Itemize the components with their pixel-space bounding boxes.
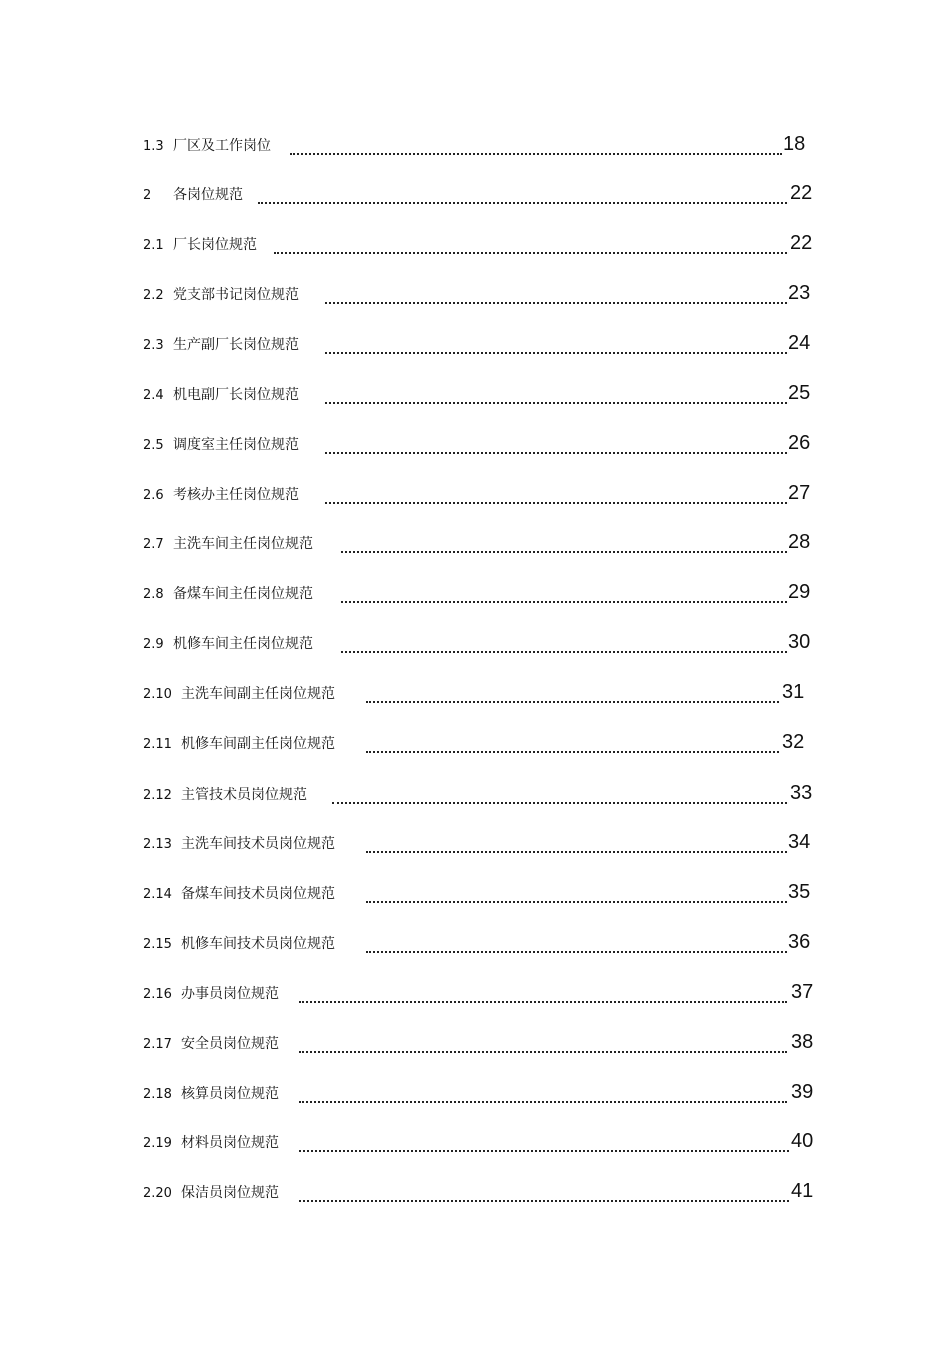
toc-entry-page-number: 37 xyxy=(791,981,814,1003)
toc-entry[interactable] xyxy=(143,881,950,905)
toc-dot-leader xyxy=(325,482,787,504)
toc-dot-leader xyxy=(258,182,787,204)
toc-entry-number: 1.3 xyxy=(143,139,164,154)
toc-entry-number: 2.15 xyxy=(143,937,172,952)
toc-dot-leader xyxy=(366,931,787,953)
toc-entry-number: 2.14 xyxy=(143,887,172,902)
toc-entry-number: 2.13 xyxy=(143,837,172,852)
toc-entry[interactable] xyxy=(143,581,950,605)
toc-entry-title: 主洗车间副主任岗位规范 xyxy=(181,686,335,702)
toc-entry-title: 厂区及工作岗位 xyxy=(173,138,271,154)
toc-entry-title: 机修车间技术员岗位规范 xyxy=(181,936,335,952)
toc-dot-leader xyxy=(366,831,787,853)
toc-entry-number: 2.3 xyxy=(143,338,164,353)
toc-dot-leader xyxy=(341,631,787,653)
toc-entry-page-number: 24 xyxy=(788,332,811,354)
toc-entry-number: 2.17 xyxy=(143,1037,172,1052)
toc-entry[interactable] xyxy=(143,1081,950,1105)
toc-entry-title: 备煤车间技术员岗位规范 xyxy=(181,886,335,902)
toc-entry[interactable] xyxy=(143,232,950,256)
toc-entry-page-number: 18 xyxy=(783,133,806,155)
toc-dot-leader xyxy=(299,981,787,1003)
toc-entry[interactable] xyxy=(143,531,950,555)
toc-entry[interactable] xyxy=(143,133,950,157)
toc-dot-leader xyxy=(325,332,787,354)
toc-entry[interactable] xyxy=(143,631,950,655)
toc-entry[interactable] xyxy=(143,782,950,806)
toc-entry-page-number: 32 xyxy=(782,731,805,753)
toc-entry-page-number: 23 xyxy=(788,282,811,304)
toc-entry-page-number: 34 xyxy=(788,831,811,853)
toc-entry[interactable] xyxy=(143,1031,950,1055)
toc-entry-title: 保洁员岗位规范 xyxy=(181,1185,279,1201)
toc-entry-page-number: 22 xyxy=(790,182,813,204)
toc-entry-title: 各岗位规范 xyxy=(173,187,243,203)
toc-entry[interactable] xyxy=(143,931,950,955)
toc-entry[interactable] xyxy=(143,182,950,206)
toc-entry-number: 2.7 xyxy=(143,537,164,552)
toc-entry-number: 2.4 xyxy=(143,388,164,403)
toc-entry-page-number: 31 xyxy=(782,681,805,703)
toc-entry-title: 党支部书记岗位规范 xyxy=(173,287,299,303)
toc-entry-title: 调度室主任岗位规范 xyxy=(173,437,299,453)
toc-entry[interactable] xyxy=(143,1180,950,1204)
toc-dot-leader xyxy=(366,731,779,753)
toc-entry-page-number: 28 xyxy=(788,531,811,553)
toc-entry-number: 2.9 xyxy=(143,637,164,652)
toc-entry-number: 2.8 xyxy=(143,587,164,602)
toc-entry-number: 2.10 xyxy=(143,687,172,702)
toc-entry[interactable] xyxy=(143,981,950,1005)
toc-dot-leader xyxy=(274,232,787,254)
toc-entry-page-number: 40 xyxy=(791,1130,814,1152)
toc-entry-page-number: 35 xyxy=(788,881,811,903)
toc-entry-title: 核算员岗位规范 xyxy=(181,1086,279,1102)
toc-entry-title: 主洗车间技术员岗位规范 xyxy=(181,836,335,852)
toc-entry-title: 主管技术员岗位规范 xyxy=(181,787,307,803)
toc-entry-number: 2.16 xyxy=(143,987,172,1002)
toc-entry-page-number: 33 xyxy=(790,782,813,804)
toc-entry-title: 办事员岗位规范 xyxy=(181,986,279,1002)
toc-dot-leader xyxy=(325,432,787,454)
toc-entry-number: 2.2 xyxy=(143,288,164,303)
toc-entry-number: 2.6 xyxy=(143,488,164,503)
toc-entry-title: 厂长岗位规范 xyxy=(173,237,257,253)
toc-entry[interactable] xyxy=(143,482,950,506)
toc-entry-page-number: 26 xyxy=(788,432,811,454)
toc-entry-title: 备煤车间主任岗位规范 xyxy=(173,586,313,602)
toc-dot-leader xyxy=(290,133,782,155)
toc-entry-title: 主洗车间主任岗位规范 xyxy=(173,536,313,552)
toc-entry-number: 2.11 xyxy=(143,737,172,752)
toc-entry-title: 机修车间副主任岗位规范 xyxy=(181,736,335,752)
toc-dot-leader xyxy=(325,382,787,404)
toc-entry-page-number: 41 xyxy=(791,1180,814,1202)
toc-entry-page-number: 27 xyxy=(788,482,811,504)
toc-entry[interactable] xyxy=(143,332,950,356)
toc-dot-leader xyxy=(299,1031,787,1053)
toc-dot-leader xyxy=(299,1081,787,1103)
toc-entry-page-number: 38 xyxy=(791,1031,814,1053)
toc-entry[interactable] xyxy=(143,1130,950,1154)
toc-entry[interactable] xyxy=(143,382,950,406)
toc-entry-number: 2 xyxy=(143,188,152,203)
toc-entry[interactable] xyxy=(143,432,950,456)
toc-entry-page-number: 22 xyxy=(790,232,813,254)
toc-dot-leader xyxy=(341,531,787,553)
toc-dot-leader xyxy=(332,782,787,804)
toc-entry-page-number: 25 xyxy=(788,382,811,404)
toc-entry-number: 2.20 xyxy=(143,1186,172,1201)
toc-entry-title: 机电副厂长岗位规范 xyxy=(173,387,299,403)
toc-entry-title: 生产副厂长岗位规范 xyxy=(173,337,299,353)
toc-entry-page-number: 36 xyxy=(788,931,811,953)
toc-dot-leader xyxy=(299,1180,789,1202)
toc-entry-number: 2.19 xyxy=(143,1136,172,1151)
toc-entry[interactable] xyxy=(143,282,950,306)
toc-entry[interactable] xyxy=(143,831,950,855)
toc-entry[interactable] xyxy=(143,681,950,705)
toc-entry-number: 2.1 xyxy=(143,238,164,253)
toc-entry-title: 安全员岗位规范 xyxy=(181,1036,279,1052)
toc-entry-number: 2.12 xyxy=(143,788,172,803)
toc-dot-leader xyxy=(325,282,787,304)
toc-entry-page-number: 29 xyxy=(788,581,811,603)
toc-dot-leader xyxy=(341,581,787,603)
toc-entry-title: 材料员岗位规范 xyxy=(181,1135,279,1151)
toc-dot-leader xyxy=(366,681,779,703)
toc-entry-page-number: 30 xyxy=(788,631,811,653)
toc-entry-number: 2.5 xyxy=(143,438,164,453)
toc-dot-leader xyxy=(299,1130,789,1152)
toc-entry-title: 考核办主任岗位规范 xyxy=(173,487,299,503)
toc-entry-number: 2.18 xyxy=(143,1087,172,1102)
toc-entry[interactable] xyxy=(143,731,950,755)
toc-dot-leader xyxy=(366,881,787,903)
toc-entry-title: 机修车间主任岗位规范 xyxy=(173,636,313,652)
toc-entry-page-number: 39 xyxy=(791,1081,814,1103)
